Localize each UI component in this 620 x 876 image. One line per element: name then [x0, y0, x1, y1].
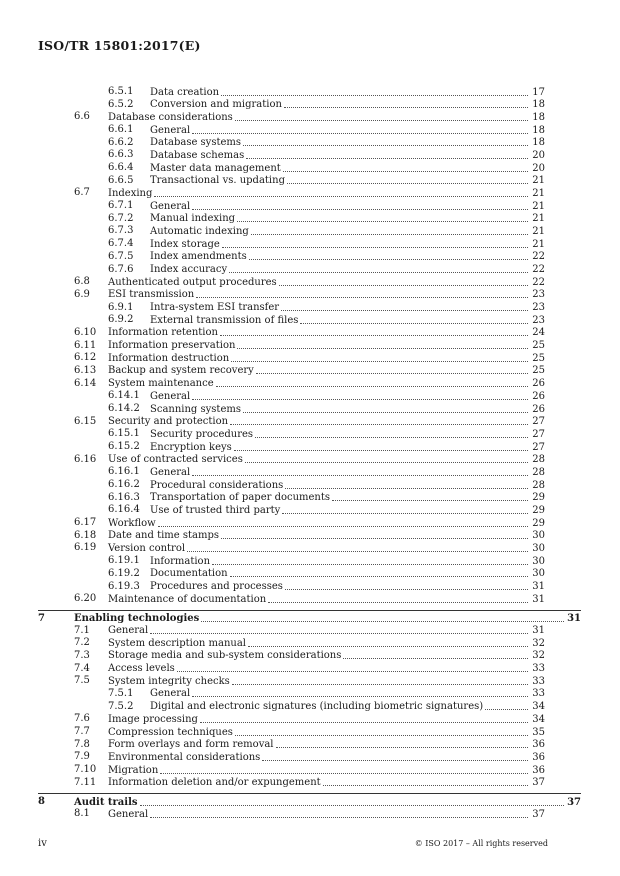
- toc-number: 6.10: [74, 326, 97, 338]
- toc-entry[interactable]: [108, 687, 545, 701]
- toc-entry[interactable]: [108, 174, 545, 188]
- toc-entry[interactable]: [108, 212, 545, 226]
- dot-leader: [237, 348, 528, 349]
- dot-leader: [192, 399, 528, 400]
- toc-title: System integrity checks: [108, 675, 230, 687]
- toc-page-number: 32: [532, 637, 545, 649]
- toc-page-number: 37: [567, 796, 581, 808]
- toc-title: Image processing: [108, 713, 198, 725]
- toc-entry[interactable]: [74, 187, 545, 200]
- toc-title: Form overlays and form removal: [108, 739, 274, 751]
- dot-leader: [245, 462, 528, 463]
- dot-leader: [216, 386, 528, 387]
- toc-title: Version control: [108, 542, 186, 554]
- toc-page-number: 26: [532, 390, 545, 402]
- toc-number: 6.14.1: [108, 390, 140, 402]
- toc-title: Transportation of paper documents: [150, 492, 331, 504]
- toc-entry[interactable]: [74, 529, 545, 543]
- toc-entry[interactable]: [108, 124, 545, 137]
- toc-number: 6.9.1: [108, 301, 134, 313]
- toc-number: 7.9: [74, 751, 90, 763]
- dot-leader: [284, 107, 528, 108]
- toc-title: Environmental considerations: [108, 751, 261, 763]
- toc-page-number: 23: [532, 289, 545, 301]
- dot-leader: [300, 323, 528, 324]
- dot-leader: [235, 735, 528, 736]
- toc-page-number: 18: [532, 111, 545, 123]
- toc-page-number: 22: [532, 264, 545, 276]
- toc-entry[interactable]: [74, 776, 545, 790]
- toc-entry[interactable]: [108, 491, 545, 505]
- dot-leader: [154, 196, 528, 197]
- toc-number: 7.10: [74, 764, 97, 776]
- toc-number: 7.5: [74, 675, 90, 687]
- dot-leader: [192, 209, 528, 210]
- toc-page-number: 18: [532, 137, 545, 149]
- toc-title: Database considerations: [108, 111, 233, 123]
- toc-entry[interactable]: [108, 314, 545, 327]
- toc-number: 6.5.2: [108, 98, 134, 110]
- dot-leader: [234, 450, 528, 451]
- toc-entry[interactable]: [108, 441, 545, 454]
- dot-leader: [187, 551, 528, 552]
- toc-entry[interactable]: [108, 390, 545, 403]
- toc-title: Procedural considerations: [150, 479, 284, 491]
- toc-entry[interactable]: [108, 301, 545, 315]
- copyright-notice: © ISO 2017 – All rights reserved: [414, 839, 548, 848]
- toc-title: Authenticated output procedures: [108, 276, 277, 288]
- toc-title: Storage media and sub-system considerations: [108, 650, 342, 662]
- toc-entry[interactable]: [108, 200, 545, 213]
- dot-leader: [279, 285, 528, 286]
- toc-number: 7.8: [74, 738, 90, 750]
- toc-page-number: 31: [532, 581, 545, 593]
- toc-number: 6.6.5: [108, 174, 134, 186]
- toc-title: Information: [150, 555, 211, 567]
- dot-leader: [230, 424, 528, 425]
- dot-leader: [160, 773, 528, 774]
- toc-title: External transmission of files: [150, 314, 299, 326]
- dot-leader: [212, 564, 528, 565]
- toc-page-number: 23: [532, 314, 545, 326]
- dot-leader: [232, 684, 528, 685]
- toc-number: 6.18: [74, 529, 97, 541]
- toc-page-number: 21: [532, 187, 545, 199]
- toc-entry[interactable]: [108, 428, 545, 441]
- toc-page-number: 36: [532, 739, 545, 751]
- toc-page-number: 27: [532, 428, 545, 440]
- dot-leader: [281, 310, 528, 311]
- toc-title: General: [150, 466, 191, 478]
- toc-entry[interactable]: [108, 504, 545, 517]
- dot-leader: [192, 475, 528, 476]
- toc-title: Procedures and processes: [150, 581, 283, 593]
- toc-entry[interactable]: [74, 542, 545, 555]
- toc-title: Transactional vs. updating: [150, 175, 285, 187]
- toc-page-number: 37: [532, 777, 545, 789]
- toc-title: Information retention: [108, 327, 218, 339]
- toc-title: Scanning systems: [150, 403, 241, 415]
- document-header: ISO/TR 15801:2017(E): [38, 38, 201, 53]
- dot-leader: [283, 171, 528, 172]
- dot-leader: [196, 297, 528, 298]
- toc-title: Data creation: [150, 86, 220, 98]
- toc-entry[interactable]: [108, 555, 545, 568]
- toc-title: Audit trails: [74, 796, 138, 808]
- toc-page-number: 27: [532, 441, 545, 453]
- toc-entry[interactable]: [38, 610, 581, 626]
- dot-leader: [251, 234, 528, 235]
- dot-leader: [192, 133, 528, 134]
- dot-leader: [150, 817, 528, 818]
- toc-title: General: [150, 124, 191, 136]
- dot-leader: [282, 513, 528, 514]
- toc-page-number: 26: [532, 378, 545, 390]
- toc-entry[interactable]: [108, 225, 545, 238]
- toc-entry[interactable]: [108, 250, 545, 264]
- toc-page-number: 26: [532, 403, 545, 415]
- toc-entry[interactable]: [74, 808, 545, 821]
- toc-page-number: 32: [532, 650, 545, 662]
- toc-entry[interactable]: [74, 364, 545, 378]
- toc-number: 6.13: [74, 364, 97, 376]
- dot-leader: [230, 576, 528, 577]
- dot-leader: [192, 696, 528, 697]
- toc-page-number: 33: [532, 675, 545, 687]
- toc-page-number: 28: [532, 466, 545, 478]
- toc-title: Documentation: [150, 568, 228, 580]
- dot-leader: [200, 722, 528, 723]
- toc-number: 6.12: [74, 352, 97, 364]
- toc-number: 6.19.1: [108, 555, 140, 567]
- toc-title: General: [108, 625, 149, 637]
- toc-title: Index accuracy: [150, 264, 228, 276]
- toc-page-number: 23: [532, 302, 545, 314]
- toc-number: 6.19: [74, 542, 97, 554]
- dot-leader: [235, 120, 528, 121]
- toc-entry[interactable]: [108, 238, 545, 251]
- toc-number: 6.9: [74, 288, 90, 300]
- toc-number: 6.7: [74, 187, 90, 199]
- toc-entry[interactable]: [74, 326, 545, 340]
- toc-title: Indexing: [108, 187, 153, 199]
- toc-number: 7.4: [74, 662, 90, 674]
- toc-page-number: 31: [567, 613, 581, 625]
- dot-leader: [201, 621, 564, 622]
- toc-page-number: 18: [532, 124, 545, 136]
- dot-leader: [343, 658, 528, 659]
- toc-page-number: 30: [532, 568, 545, 580]
- toc-page-number: 18: [532, 99, 545, 111]
- toc-entry[interactable]: [74, 726, 545, 739]
- toc-page-number: 36: [532, 764, 545, 776]
- toc-title: Master data management: [150, 162, 281, 174]
- toc-page-number: 20: [532, 162, 545, 174]
- dot-leader: [323, 785, 528, 786]
- toc-entry[interactable]: [74, 713, 545, 726]
- toc-title: Access levels: [108, 663, 175, 675]
- toc-title: General: [150, 390, 191, 402]
- toc-title: General: [108, 808, 149, 820]
- toc-number: 6.20: [74, 593, 97, 605]
- toc-entry[interactable]: [108, 162, 545, 175]
- toc-title: General: [150, 688, 191, 700]
- toc-number: 7.7: [74, 726, 90, 737]
- toc-number: 6.19.3: [108, 580, 140, 592]
- toc-title: Encryption keys: [150, 441, 232, 453]
- toc-title: Security and protection: [108, 416, 229, 428]
- toc-title: Index amendments: [150, 251, 247, 263]
- toc-title: Intra-system ESI transfer: [150, 302, 280, 314]
- toc-entry[interactable]: [108, 479, 545, 492]
- toc-title: Information deletion and/or expungement: [108, 777, 321, 789]
- toc-title: System maintenance: [108, 378, 214, 390]
- dot-leader: [243, 145, 528, 146]
- toc-number: 7.6: [74, 713, 90, 725]
- dot-leader: [150, 633, 528, 634]
- toc-entry[interactable]: [74, 111, 545, 124]
- dot-leader: [256, 373, 528, 374]
- toc-page-number: 29: [532, 504, 545, 516]
- dot-leader: [485, 709, 528, 710]
- toc-page-number: 24: [532, 327, 545, 339]
- toc-title: Database systems: [150, 137, 242, 149]
- toc-page-number: 21: [532, 213, 545, 225]
- toc-number: 6.15.1: [108, 428, 140, 440]
- toc-entry[interactable]: [74, 649, 545, 663]
- toc-title: Manual indexing: [150, 213, 236, 225]
- toc-number: 6.7.4: [108, 238, 134, 250]
- toc-title: System description manual: [108, 637, 247, 649]
- dot-leader: [248, 646, 528, 647]
- toc-number: 6.7.5: [108, 250, 134, 262]
- toc-title: Maintenance of documentation: [108, 593, 267, 605]
- toc-number: 7.11: [74, 776, 97, 788]
- dot-leader: [285, 488, 528, 489]
- toc-entry[interactable]: [74, 764, 545, 777]
- toc-title: Information destruction: [108, 352, 230, 364]
- dot-leader: [221, 538, 528, 539]
- toc-entry[interactable]: [74, 637, 545, 650]
- toc-title: Automatic indexing: [150, 225, 249, 237]
- toc-entry[interactable]: [74, 288, 545, 302]
- toc-number: 7.5.1: [108, 687, 134, 699]
- toc-number: 6.19.2: [108, 567, 140, 579]
- toc-number: 6.6.2: [108, 136, 134, 148]
- toc-number: 6.16.1: [108, 466, 140, 478]
- toc-entry[interactable]: [108, 149, 545, 162]
- toc-number: 6.6.4: [108, 162, 134, 174]
- toc-page-number: 21: [532, 238, 545, 250]
- toc-number: 6.16: [74, 453, 97, 465]
- dot-leader: [268, 602, 528, 603]
- toc-number: 8: [38, 796, 45, 808]
- toc-page-number: 28: [532, 479, 545, 491]
- dot-leader: [222, 247, 528, 248]
- toc-page-number: 30: [532, 530, 545, 542]
- toc-page-number: 22: [532, 251, 545, 263]
- toc-entry[interactable]: [108, 567, 545, 581]
- dot-leader: [229, 272, 528, 273]
- toc-entry[interactable]: [74, 593, 545, 606]
- dot-leader: [246, 158, 528, 159]
- toc-title: Digital and electronic signatures (including biometric signatures): [150, 701, 484, 713]
- toc-entry[interactable]: [74, 751, 545, 764]
- toc-page-number: 37: [532, 808, 545, 820]
- dot-leader: [255, 437, 528, 438]
- toc-title: General: [150, 200, 191, 212]
- toc-page-number: 21: [532, 225, 545, 237]
- toc-title: Conversion and migration: [150, 99, 282, 111]
- toc-page-number: 25: [532, 352, 545, 364]
- toc-title: ESI transmission: [108, 289, 195, 301]
- toc-number: 6.8: [74, 276, 90, 288]
- toc-title: Use of contracted services: [108, 454, 243, 466]
- toc-page-number: 27: [532, 416, 545, 428]
- toc-entry[interactable]: [108, 700, 545, 714]
- toc-number: 6.14.2: [108, 403, 140, 414]
- toc-number: 8.1: [74, 808, 90, 820]
- toc-number: 6.6.3: [108, 149, 134, 161]
- dot-leader: [220, 335, 528, 336]
- dot-leader: [276, 747, 529, 748]
- toc-entry[interactable]: [74, 624, 545, 638]
- toc-number: 6.7.6: [108, 263, 134, 275]
- toc-entry[interactable]: [108, 136, 545, 150]
- toc-page-number: 34: [532, 713, 545, 725]
- page-number: iv: [38, 838, 47, 849]
- toc-entry[interactable]: [74, 453, 545, 467]
- toc-number: 7.5.2: [108, 700, 134, 712]
- dot-leader: [231, 361, 528, 362]
- dot-leader: [249, 259, 528, 260]
- toc-number: 6.6.1: [108, 124, 134, 136]
- toc-number: 6.7.2: [108, 212, 134, 224]
- toc-title: Compression techniques: [108, 726, 233, 738]
- toc-page-number: 17: [532, 86, 545, 98]
- toc-title: Information preservation: [108, 340, 236, 352]
- toc-page-number: 30: [532, 542, 545, 554]
- dot-leader: [262, 760, 528, 761]
- toc-entry[interactable]: [108, 263, 545, 277]
- toc-number: 6.16.4: [108, 504, 140, 516]
- toc-page-number: 33: [532, 688, 545, 700]
- toc-entry[interactable]: [74, 339, 545, 353]
- toc-page-number: 22: [532, 276, 545, 288]
- toc-entry[interactable]: [108, 403, 545, 416]
- dot-leader: [158, 526, 528, 527]
- toc-number: 6.15: [74, 415, 97, 427]
- toc-title: Migration: [108, 764, 159, 776]
- toc-number: 6.9.2: [108, 314, 134, 326]
- toc-entry[interactable]: [108, 466, 545, 479]
- toc-number: 6.16.2: [108, 479, 140, 491]
- toc-title: Workflow: [108, 517, 156, 529]
- toc-page-number: 21: [532, 200, 545, 212]
- dot-leader: [285, 589, 528, 590]
- toc-number: 7.1: [74, 624, 90, 636]
- dot-leader: [332, 500, 528, 501]
- toc-page-number: 29: [532, 492, 545, 504]
- dot-leader: [237, 221, 528, 222]
- toc-entry[interactable]: [108, 86, 545, 99]
- toc-entry[interactable]: [74, 738, 545, 752]
- toc-number: 7.2: [74, 637, 90, 649]
- toc-page-number: 21: [532, 175, 545, 187]
- toc-number: 7.3: [74, 649, 90, 661]
- dot-leader: [140, 805, 564, 806]
- toc-number: 6.14: [74, 377, 97, 389]
- toc-entry[interactable]: [74, 675, 545, 688]
- toc-entry[interactable]: [108, 98, 545, 112]
- toc-page-number: 34: [532, 701, 545, 713]
- toc-page-number: 20: [532, 149, 545, 161]
- toc-number: 6.17: [74, 517, 97, 529]
- dot-leader: [221, 95, 528, 96]
- toc-number: 6.15.2: [108, 441, 140, 453]
- toc-entry[interactable]: [108, 580, 545, 594]
- toc-title: Backup and system recovery: [108, 365, 254, 377]
- toc-number: 6.6: [74, 111, 90, 123]
- toc-page-number: 33: [532, 663, 545, 675]
- toc-number: 6.7.1: [108, 200, 134, 212]
- toc-entry[interactable]: [74, 377, 545, 391]
- toc-entry[interactable]: [74, 415, 545, 429]
- dot-leader: [243, 412, 528, 413]
- toc-entry[interactable]: [38, 793, 581, 809]
- toc-number: 6.16.3: [108, 491, 140, 503]
- toc-title: Index storage: [150, 238, 220, 250]
- toc-entry[interactable]: [74, 276, 545, 289]
- toc-entry[interactable]: [74, 517, 545, 530]
- toc-title: Use of trusted third party: [150, 504, 281, 516]
- toc-title: Enabling technologies: [74, 613, 200, 625]
- toc-title: Security procedures: [150, 428, 254, 440]
- toc-number: 6.5.1: [108, 86, 134, 97]
- dot-leader: [177, 671, 528, 672]
- toc-entry[interactable]: [74, 662, 545, 676]
- toc-page-number: 30: [532, 555, 545, 567]
- toc-number: 6.7.3: [108, 225, 134, 237]
- toc-page-number: 28: [532, 454, 545, 466]
- toc-page-number: 35: [532, 726, 545, 738]
- toc-page-number: 25: [532, 365, 545, 377]
- toc-number: 6.11: [74, 339, 97, 351]
- toc-page-number: 29: [532, 517, 545, 529]
- toc-page-number: 36: [532, 751, 545, 763]
- toc-title: Database schemas: [150, 149, 245, 161]
- toc-page-number: 25: [532, 340, 545, 352]
- toc-number: 7: [38, 612, 45, 624]
- toc-title: Date and time stamps: [108, 530, 220, 542]
- toc-entry[interactable]: [74, 352, 545, 365]
- toc-page-number: 31: [532, 625, 545, 637]
- dot-leader: [287, 183, 528, 184]
- toc-page-number: 31: [532, 593, 545, 605]
